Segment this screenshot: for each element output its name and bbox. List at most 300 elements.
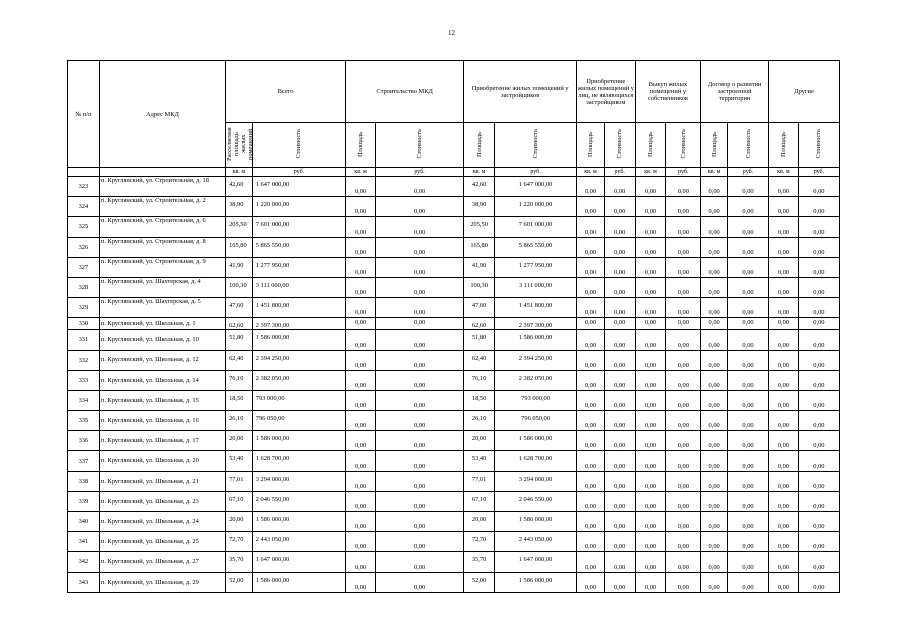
development-area: 0,00 bbox=[701, 370, 728, 390]
other-cost: 0,00 bbox=[798, 390, 839, 410]
buyout-cost: 0,00 bbox=[666, 318, 701, 330]
nondev-cost: 0,00 bbox=[604, 491, 635, 511]
developer-cost: 2 397 300,00 bbox=[495, 318, 577, 330]
total-area: 42,60 bbox=[226, 177, 253, 197]
construction-area: 0,00 bbox=[346, 451, 376, 471]
nondev-cost: 0,00 bbox=[604, 318, 635, 330]
table-row bbox=[68, 318, 840, 330]
nondev-cost: 0,00 bbox=[604, 217, 635, 237]
nondev-area: 0,00 bbox=[577, 318, 605, 330]
row-number: 340 bbox=[68, 512, 100, 532]
other-cost: 0,00 bbox=[798, 350, 839, 370]
other-area: 0,00 bbox=[769, 330, 799, 350]
other-area: 0,00 bbox=[769, 177, 799, 197]
other-area: 0,00 bbox=[769, 257, 799, 277]
buyout-area: 0,00 bbox=[635, 277, 666, 297]
other-cost: 0,00 bbox=[798, 552, 839, 572]
developer-area: 38,90 bbox=[464, 197, 495, 217]
development-area: 0,00 bbox=[701, 532, 728, 552]
development-cost: 0,00 bbox=[727, 298, 768, 318]
unit-sqm: кв. м bbox=[577, 168, 605, 177]
total-area: 76,10 bbox=[226, 370, 253, 390]
total-area: 51,80 bbox=[226, 330, 253, 350]
nondev-area: 0,00 bbox=[577, 177, 605, 197]
table-row bbox=[68, 177, 840, 197]
construction-area: 0,00 bbox=[346, 298, 376, 318]
row-number: 324 bbox=[68, 197, 100, 217]
total-area: 62,60 bbox=[226, 318, 253, 330]
total-cost: 1 647 000,00 bbox=[252, 177, 345, 197]
nondev-area: 0,00 bbox=[577, 217, 605, 237]
construction-area: 0,00 bbox=[346, 411, 376, 431]
construction-cost: 0,00 bbox=[375, 370, 463, 390]
buyout-area: 0,00 bbox=[635, 177, 666, 197]
page-number: 12 bbox=[448, 29, 455, 37]
other-area: 0,00 bbox=[769, 552, 799, 572]
row-number: 341 bbox=[68, 532, 100, 552]
table-row bbox=[68, 431, 840, 451]
buyout-area: 0,00 bbox=[635, 512, 666, 532]
buyout-area: 0,00 bbox=[635, 431, 666, 451]
unit-rub: руб. bbox=[604, 168, 635, 177]
buyout-area: 0,00 bbox=[635, 552, 666, 572]
construction-area: 0,00 bbox=[346, 431, 376, 451]
other-cost: 0,00 bbox=[798, 512, 839, 532]
other-cost: 0,00 bbox=[798, 277, 839, 297]
construction-area: 0,00 bbox=[346, 237, 376, 257]
buyout-area: 0,00 bbox=[635, 298, 666, 318]
buyout-area: 0,00 bbox=[635, 390, 666, 410]
buyout-cost: 0,00 bbox=[666, 572, 701, 592]
construction-cost: 0,00 bbox=[375, 411, 463, 431]
buyout-area: 0,00 bbox=[635, 411, 666, 431]
header-group-development: Договор о развитии застроенной территории bbox=[701, 61, 769, 123]
total-cost: 5 865 550,00 bbox=[252, 237, 345, 257]
construction-area: 0,00 bbox=[346, 318, 376, 330]
header-total-area: Расселяемая площадь жилых помещений bbox=[226, 123, 253, 168]
development-area: 0,00 bbox=[701, 491, 728, 511]
total-cost: 1 647 000,00 bbox=[252, 552, 345, 572]
table-row bbox=[68, 350, 840, 370]
buyout-cost: 0,00 bbox=[666, 298, 701, 318]
construction-area: 0,00 bbox=[346, 512, 376, 532]
construction-area: 0,00 bbox=[346, 471, 376, 491]
construction-cost: 0,00 bbox=[375, 237, 463, 257]
table-row bbox=[68, 471, 840, 491]
total-cost: 3 111 000,00 bbox=[252, 277, 345, 297]
development-area: 0,00 bbox=[701, 217, 728, 237]
total-area: 35,70 bbox=[226, 552, 253, 572]
developer-area: 18,50 bbox=[464, 390, 495, 410]
development-area: 0,00 bbox=[701, 257, 728, 277]
nondev-area: 0,00 bbox=[577, 237, 605, 257]
development-area: 0,00 bbox=[701, 411, 728, 431]
developer-cost: 1 628 700,00 bbox=[495, 451, 577, 471]
resettlement-table bbox=[67, 60, 840, 593]
development-area: 0,00 bbox=[701, 350, 728, 370]
nondev-area: 0,00 bbox=[577, 277, 605, 297]
unit-sqm: кв. м bbox=[346, 168, 376, 177]
nondev-area: 0,00 bbox=[577, 491, 605, 511]
total-cost: 2 046 550,00 bbox=[252, 491, 345, 511]
row-address: п. Круглянский, ул. Школьная, д. 24 bbox=[99, 512, 225, 532]
row-number: 328 bbox=[68, 277, 100, 297]
table-row bbox=[68, 532, 840, 552]
other-cost: 0,00 bbox=[798, 370, 839, 390]
header-area: Площадь bbox=[464, 123, 495, 168]
unit-rub: руб. bbox=[375, 168, 463, 177]
header-group-total: Всего bbox=[226, 61, 346, 123]
buyout-area: 0,00 bbox=[635, 451, 666, 471]
row-number: 326 bbox=[68, 237, 100, 257]
header-area: Площадь bbox=[769, 123, 799, 168]
row-number: 329 bbox=[68, 298, 100, 318]
development-area: 0,00 bbox=[701, 197, 728, 217]
construction-cost: 0,00 bbox=[375, 572, 463, 592]
buyout-cost: 0,00 bbox=[666, 532, 701, 552]
developer-cost: 1 586 000,00 bbox=[495, 330, 577, 350]
header-group-non-developers: Приобретение жилых помещений у лиц, не являющихся застройщиком bbox=[577, 61, 636, 123]
header-address: Адрес МКД bbox=[99, 61, 225, 168]
development-cost: 0,00 bbox=[727, 237, 768, 257]
total-cost: 7 601 000,00 bbox=[252, 217, 345, 237]
row-number: 327 bbox=[68, 257, 100, 277]
developer-cost: 2 394 250,00 bbox=[495, 350, 577, 370]
other-cost: 0,00 bbox=[798, 431, 839, 451]
construction-cost: 0,00 bbox=[375, 491, 463, 511]
development-area: 0,00 bbox=[701, 390, 728, 410]
developer-area: 76,10 bbox=[464, 370, 495, 390]
developer-cost: 2 443 050,00 bbox=[495, 532, 577, 552]
construction-area: 0,00 bbox=[346, 217, 376, 237]
nondev-cost: 0,00 bbox=[604, 512, 635, 532]
row-address: п. Круглянский, ул. Школьная, д. 20 bbox=[99, 451, 225, 471]
other-cost: 0,00 bbox=[798, 471, 839, 491]
other-area: 0,00 bbox=[769, 491, 799, 511]
table-row bbox=[68, 197, 840, 217]
nondev-cost: 0,00 bbox=[604, 552, 635, 572]
total-area: 62,40 bbox=[226, 350, 253, 370]
development-area: 0,00 bbox=[701, 552, 728, 572]
nondev-cost: 0,00 bbox=[604, 431, 635, 451]
unit-sqm: кв. м bbox=[464, 168, 495, 177]
nondev-cost: 0,00 bbox=[604, 257, 635, 277]
other-area: 0,00 bbox=[769, 572, 799, 592]
row-address: п. Круглянский, ул. Шахтерская, д. 4 bbox=[99, 277, 225, 297]
other-cost: 0,00 bbox=[798, 330, 839, 350]
unit-rub: руб. bbox=[798, 168, 839, 177]
buyout-cost: 0,00 bbox=[666, 431, 701, 451]
developer-area: 51,80 bbox=[464, 330, 495, 350]
development-area: 0,00 bbox=[701, 572, 728, 592]
table-row bbox=[68, 257, 840, 277]
other-area: 0,00 bbox=[769, 370, 799, 390]
total-cost: 2 397 300,00 bbox=[252, 318, 345, 330]
row-number: 337 bbox=[68, 451, 100, 471]
development-cost: 0,00 bbox=[727, 318, 768, 330]
developer-area: 42,60 bbox=[464, 177, 495, 197]
total-area: 52,00 bbox=[226, 572, 253, 592]
row-address: п. Круглянский, ул. Строительная, д. 6 bbox=[99, 217, 225, 237]
buyout-cost: 0,00 bbox=[666, 257, 701, 277]
total-cost: 1 586 000,00 bbox=[252, 572, 345, 592]
developer-area: 72,70 bbox=[464, 532, 495, 552]
developer-cost: 2 382 050,00 bbox=[495, 370, 577, 390]
development-cost: 0,00 bbox=[727, 451, 768, 471]
header-area: Площадь bbox=[701, 123, 728, 168]
buyout-cost: 0,00 bbox=[666, 390, 701, 410]
construction-area: 0,00 bbox=[346, 491, 376, 511]
header-cost: Стоимость bbox=[495, 123, 577, 168]
total-cost: 2 382 050,00 bbox=[252, 370, 345, 390]
buyout-area: 0,00 bbox=[635, 217, 666, 237]
other-cost: 0,00 bbox=[798, 177, 839, 197]
nondev-cost: 0,00 bbox=[604, 197, 635, 217]
row-address: п. Круглянский, ул. Школьная, д. 29 bbox=[99, 572, 225, 592]
nondev-area: 0,00 bbox=[577, 197, 605, 217]
row-number: 342 bbox=[68, 552, 100, 572]
other-area: 0,00 bbox=[769, 237, 799, 257]
other-cost: 0,00 bbox=[798, 451, 839, 471]
unit-rub: руб. bbox=[495, 168, 577, 177]
buyout-cost: 0,00 bbox=[666, 197, 701, 217]
row-address: п. Круглянский, ул. Школьная, д. 15 bbox=[99, 390, 225, 410]
unit-sqm: кв. м bbox=[701, 168, 728, 177]
other-cost: 0,00 bbox=[798, 298, 839, 318]
buyout-cost: 0,00 bbox=[666, 277, 701, 297]
development-area: 0,00 bbox=[701, 431, 728, 451]
total-area: 53,40 bbox=[226, 451, 253, 471]
developer-area: 52,00 bbox=[464, 572, 495, 592]
construction-area: 0,00 bbox=[346, 532, 376, 552]
developer-area: 26,10 bbox=[464, 411, 495, 431]
construction-cost: 0,00 bbox=[375, 257, 463, 277]
buyout-area: 0,00 bbox=[635, 257, 666, 277]
table-row bbox=[68, 298, 840, 318]
row-number: 331 bbox=[68, 330, 100, 350]
buyout-cost: 0,00 bbox=[666, 330, 701, 350]
construction-area: 0,00 bbox=[346, 330, 376, 350]
development-cost: 0,00 bbox=[727, 197, 768, 217]
nondev-area: 0,00 bbox=[577, 552, 605, 572]
total-cost: 2 443 050,00 bbox=[252, 532, 345, 552]
header-cost: Стоимость bbox=[666, 123, 701, 168]
other-area: 0,00 bbox=[769, 471, 799, 491]
construction-cost: 0,00 bbox=[375, 217, 463, 237]
development-area: 0,00 bbox=[701, 298, 728, 318]
other-cost: 0,00 bbox=[798, 257, 839, 277]
nondev-cost: 0,00 bbox=[604, 370, 635, 390]
buyout-cost: 0,00 bbox=[666, 217, 701, 237]
total-cost: 1 586 000,00 bbox=[252, 330, 345, 350]
total-area: 100,30 bbox=[226, 277, 253, 297]
row-address: п. Круглянский, ул. Школьная, д. 21 bbox=[99, 471, 225, 491]
development-cost: 0,00 bbox=[727, 512, 768, 532]
construction-area: 0,00 bbox=[346, 177, 376, 197]
construction-area: 0,00 bbox=[346, 350, 376, 370]
development-area: 0,00 bbox=[701, 471, 728, 491]
total-area: 20,00 bbox=[226, 512, 253, 532]
other-cost: 0,00 bbox=[798, 572, 839, 592]
row-address: п. Круглянский, ул. Строительная, д. 2 bbox=[99, 197, 225, 217]
row-number: 343 bbox=[68, 572, 100, 592]
developer-cost: 2 046 550,00 bbox=[495, 491, 577, 511]
developer-cost: 1 647 000,00 bbox=[495, 552, 577, 572]
nondev-area: 0,00 bbox=[577, 532, 605, 552]
other-area: 0,00 bbox=[769, 350, 799, 370]
other-area: 0,00 bbox=[769, 411, 799, 431]
developer-area: 41,90 bbox=[464, 257, 495, 277]
nondev-area: 0,00 bbox=[577, 330, 605, 350]
nondev-area: 0,00 bbox=[577, 572, 605, 592]
construction-area: 0,00 bbox=[346, 390, 376, 410]
nondev-cost: 0,00 bbox=[604, 330, 635, 350]
row-address: п. Круглянский, ул. Школьная, д. 25 bbox=[99, 532, 225, 552]
construction-cost: 0,00 bbox=[375, 451, 463, 471]
total-cost: 1 586 000,00 bbox=[252, 512, 345, 532]
development-cost: 0,00 bbox=[727, 177, 768, 197]
row-address: п. Круглянский, ул. Строительная, д. 8 bbox=[99, 237, 225, 257]
developer-cost: 3 294 000,00 bbox=[495, 471, 577, 491]
nondev-cost: 0,00 bbox=[604, 237, 635, 257]
developer-cost: 7 601 000,00 bbox=[495, 217, 577, 237]
header-cost: Стоимость bbox=[604, 123, 635, 168]
developer-area: 53,40 bbox=[464, 451, 495, 471]
row-address: п. Круглянский, ул. Школьная, д. 23 bbox=[99, 491, 225, 511]
development-cost: 0,00 bbox=[727, 431, 768, 451]
table-row bbox=[68, 512, 840, 532]
nondev-cost: 0,00 bbox=[604, 572, 635, 592]
nondev-cost: 0,00 bbox=[604, 177, 635, 197]
other-area: 0,00 bbox=[769, 217, 799, 237]
unit-sqm: кв. м bbox=[226, 168, 253, 177]
construction-cost: 0,00 bbox=[375, 431, 463, 451]
construction-cost: 0,00 bbox=[375, 512, 463, 532]
other-cost: 0,00 bbox=[798, 197, 839, 217]
table-row bbox=[68, 552, 840, 572]
development-area: 0,00 bbox=[701, 451, 728, 471]
nondev-cost: 0,00 bbox=[604, 277, 635, 297]
other-area: 0,00 bbox=[769, 318, 799, 330]
total-cost: 3 294 000,00 bbox=[252, 471, 345, 491]
unit-rub: руб. bbox=[727, 168, 768, 177]
development-area: 0,00 bbox=[701, 277, 728, 297]
total-area: 38,90 bbox=[226, 197, 253, 217]
row-number: 333 bbox=[68, 370, 100, 390]
development-area: 0,00 bbox=[701, 177, 728, 197]
developer-cost: 1 220 000,00 bbox=[495, 197, 577, 217]
nondev-area: 0,00 bbox=[577, 298, 605, 318]
header-total-cost: Стоимость bbox=[252, 123, 345, 168]
table-row bbox=[68, 390, 840, 410]
total-cost: 1 628 700,00 bbox=[252, 451, 345, 471]
total-cost: 796 050,00 bbox=[252, 411, 345, 431]
other-area: 0,00 bbox=[769, 197, 799, 217]
nondev-cost: 0,00 bbox=[604, 390, 635, 410]
buyout-cost: 0,00 bbox=[666, 411, 701, 431]
nondev-cost: 0,00 bbox=[604, 451, 635, 471]
row-address: п. Круглянский, ул. Школьная, д. 1 bbox=[99, 318, 225, 330]
development-area: 0,00 bbox=[701, 512, 728, 532]
row-address: п. Круглянский, ул. Школьная, д. 14 bbox=[99, 370, 225, 390]
row-number: 338 bbox=[68, 471, 100, 491]
construction-cost: 0,00 bbox=[375, 390, 463, 410]
total-area: 67,10 bbox=[226, 491, 253, 511]
buyout-area: 0,00 bbox=[635, 237, 666, 257]
developer-area: 62,40 bbox=[464, 350, 495, 370]
total-cost: 1 586 000,00 bbox=[252, 431, 345, 451]
nondev-area: 0,00 bbox=[577, 411, 605, 431]
table-row bbox=[68, 491, 840, 511]
nondev-area: 0,00 bbox=[577, 471, 605, 491]
total-area: 41,90 bbox=[226, 257, 253, 277]
construction-area: 0,00 bbox=[346, 277, 376, 297]
buyout-area: 0,00 bbox=[635, 197, 666, 217]
construction-cost: 0,00 bbox=[375, 197, 463, 217]
developer-area: 205,50 bbox=[464, 217, 495, 237]
development-cost: 0,00 bbox=[727, 350, 768, 370]
developer-area: 77,01 bbox=[464, 471, 495, 491]
developer-cost: 1 586 000,00 bbox=[495, 431, 577, 451]
buyout-cost: 0,00 bbox=[666, 350, 701, 370]
buyout-area: 0,00 bbox=[635, 318, 666, 330]
construction-cost: 0,00 bbox=[375, 532, 463, 552]
developer-cost: 796 050,00 bbox=[495, 411, 577, 431]
nondev-cost: 0,00 bbox=[604, 471, 635, 491]
nondev-area: 0,00 bbox=[577, 431, 605, 451]
nondev-cost: 0,00 bbox=[604, 411, 635, 431]
buyout-area: 0,00 bbox=[635, 350, 666, 370]
total-cost: 2 394 250,00 bbox=[252, 350, 345, 370]
header-unit-blank bbox=[99, 168, 225, 177]
construction-area: 0,00 bbox=[346, 370, 376, 390]
buyout-cost: 0,00 bbox=[666, 237, 701, 257]
development-cost: 0,00 bbox=[727, 491, 768, 511]
construction-area: 0,00 bbox=[346, 197, 376, 217]
developer-cost: 793 000,00 bbox=[495, 390, 577, 410]
header-cost: Стоимость bbox=[798, 123, 839, 168]
table-row bbox=[68, 451, 840, 471]
table-row bbox=[68, 411, 840, 431]
row-address: п. Круглянский, ул. Школьная, д. 12 bbox=[99, 350, 225, 370]
buyout-cost: 0,00 bbox=[666, 512, 701, 532]
other-cost: 0,00 bbox=[798, 237, 839, 257]
nondev-area: 0,00 bbox=[577, 451, 605, 471]
total-cost: 793 000,00 bbox=[252, 390, 345, 410]
development-cost: 0,00 bbox=[727, 257, 768, 277]
developer-cost: 5 865 550,00 bbox=[495, 237, 577, 257]
nondev-cost: 0,00 bbox=[604, 532, 635, 552]
development-area: 0,00 bbox=[701, 318, 728, 330]
row-address: п. Круглянский, ул. Школьная, д. 10 bbox=[99, 330, 225, 350]
developer-area: 35,70 bbox=[464, 552, 495, 572]
other-cost: 0,00 bbox=[798, 491, 839, 511]
buyout-cost: 0,00 bbox=[666, 552, 701, 572]
buyout-cost: 0,00 bbox=[666, 491, 701, 511]
row-number: 334 bbox=[68, 390, 100, 410]
other-area: 0,00 bbox=[769, 532, 799, 552]
row-number: 330 bbox=[68, 318, 100, 330]
other-area: 0,00 bbox=[769, 512, 799, 532]
buyout-area: 0,00 bbox=[635, 370, 666, 390]
total-cost: 1 451 800,00 bbox=[252, 298, 345, 318]
buyout-area: 0,00 bbox=[635, 532, 666, 552]
buyout-cost: 0,00 bbox=[666, 451, 701, 471]
row-address: п. Круглянский, ул. Строительная, д. 18 bbox=[99, 177, 225, 197]
development-cost: 0,00 bbox=[727, 552, 768, 572]
development-cost: 0,00 bbox=[727, 277, 768, 297]
header-unit-blank bbox=[68, 168, 100, 177]
